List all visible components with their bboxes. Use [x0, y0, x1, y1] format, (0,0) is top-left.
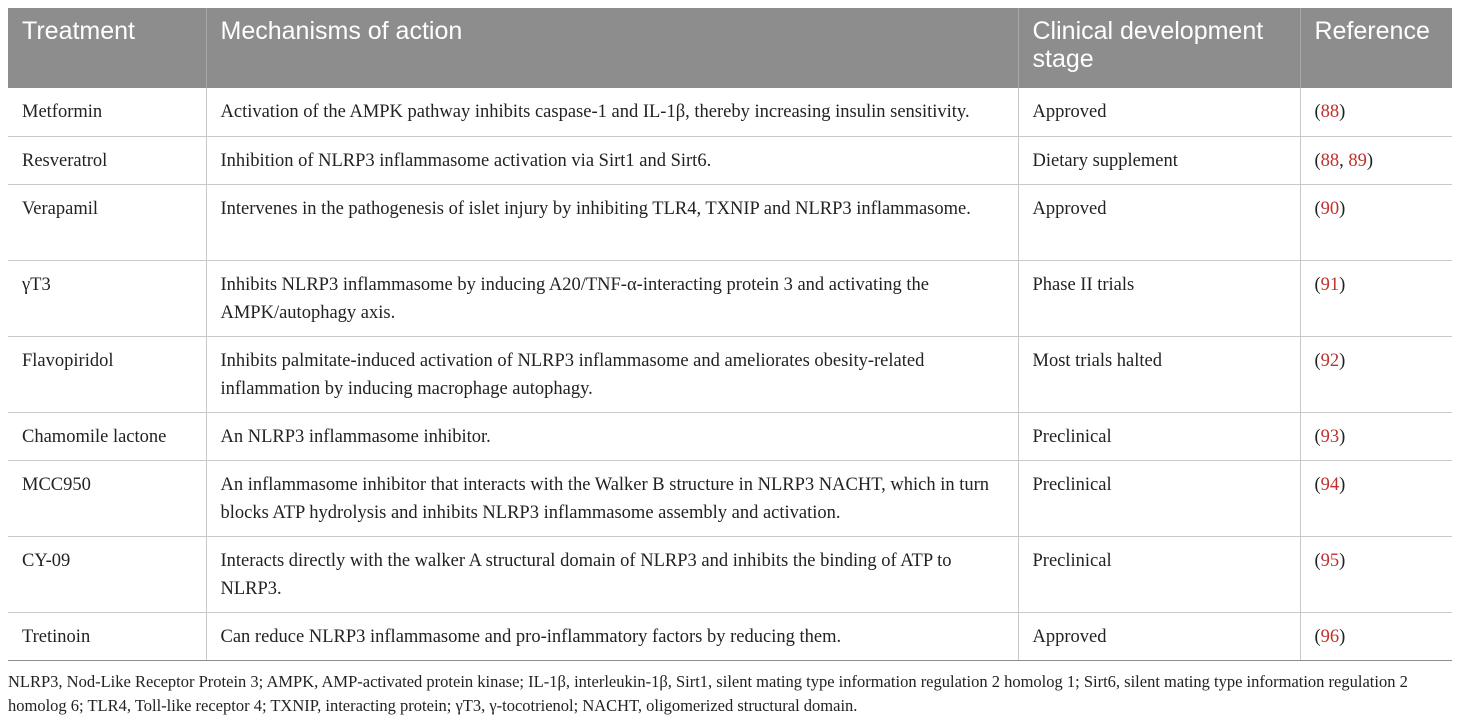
treatment-cell: γT3 — [8, 260, 206, 336]
reference-cell — [1300, 336, 1452, 412]
mechanism-cell: Intervenes in the pathogenesis of islet injury by inhibiting TLR4, TXNIP and NLRP3 inflammasome. — [206, 184, 1018, 260]
table-row — [8, 460, 1452, 536]
ref-open-paren: ( — [1314, 350, 1321, 371]
table-row — [8, 536, 1452, 612]
stage-cell: Approved — [1018, 184, 1300, 260]
ref-open-paren: ( — [1314, 150, 1321, 171]
reference-link[interactable]: 88 — [1320, 102, 1340, 122]
stage-cell: Approved — [1018, 88, 1300, 136]
treatment-cell: MCC950 — [8, 460, 206, 536]
ref-separator: , — [1339, 150, 1349, 171]
ref-close-paren: ) — [1339, 274, 1346, 295]
table-row — [8, 136, 1452, 184]
mechanism-cell: An inflammasome inhibitor that interacts with the Walker B structure in NLRP3 NACHT, which in turn blocks ATP hydrolysis and inhibits NLRP3 inflammasome assembly and activation. — [206, 460, 1018, 536]
table-row — [8, 336, 1452, 412]
reference-cell — [1300, 136, 1452, 184]
ref-open-paren: ( — [1314, 198, 1321, 219]
stage-cell: Preclinical — [1018, 412, 1300, 460]
stage-cell: Phase II trials — [1018, 260, 1300, 336]
header-mechanisms: Mechanisms of action — [206, 8, 1018, 88]
ref-open-paren: ( — [1314, 550, 1321, 571]
mechanism-cell: Interacts directly with the walker A structural domain of NLRP3 and inhibits the binding of ATP to NLRP3. — [206, 536, 1018, 612]
header-row — [8, 8, 1452, 88]
stage-cell: Most trials halted — [1018, 336, 1300, 412]
ref-open-paren: ( — [1314, 274, 1321, 295]
reference-link[interactable]: 96 — [1320, 626, 1340, 647]
ref-close-paren: ) — [1339, 198, 1346, 219]
stage-cell: Preclinical — [1018, 536, 1300, 612]
reference-link[interactable]: 92 — [1320, 350, 1340, 371]
reference-link[interactable]: 89 — [1348, 150, 1367, 171]
reference-cell — [1300, 460, 1452, 536]
ref-close-paren: ) — [1339, 474, 1346, 495]
treatment-cell: Resveratrol — [8, 136, 206, 184]
table-row — [8, 412, 1452, 460]
reference-cell — [1300, 88, 1452, 136]
treatment-cell: Chamomile lactone — [8, 412, 206, 460]
reference-link[interactable]: 95 — [1320, 550, 1340, 571]
stage-cell: Dietary supplement — [1018, 136, 1300, 184]
reference-link[interactable]: 91 — [1320, 274, 1340, 295]
treatment-cell: Tretinoin — [8, 612, 206, 660]
ref-close-paren: ) — [1366, 150, 1374, 171]
reference-cell — [1300, 412, 1452, 460]
reference-cell — [1300, 536, 1452, 612]
table-row — [8, 260, 1452, 336]
reference-cell — [1300, 612, 1452, 660]
header-reference: Reference — [1300, 8, 1452, 88]
reference-link[interactable]: 90 — [1320, 198, 1340, 219]
header-treatment: Treatment — [8, 8, 206, 88]
reference-cell — [1300, 184, 1452, 260]
reference-link[interactable]: 94 — [1320, 474, 1340, 495]
treatment-cell: Metformin — [8, 88, 206, 136]
header-stage: Clinical development stage — [1018, 8, 1300, 88]
ref-close-paren: ) — [1339, 426, 1346, 447]
mechanism-cell: Activation of the AMPK pathway inhibits caspase-1 and IL-1β, thereby increasing insulin sensitivity. — [206, 88, 1018, 136]
mechanism-cell: An NLRP3 inflammasome inhibitor. — [206, 412, 1018, 460]
treatment-cell: Flavopiridol — [8, 336, 206, 412]
mechanism-cell: Inhibition of NLRP3 inflammasome activation via Sirt1 and Sirt6. — [206, 136, 1018, 184]
ref-close-paren: ) — [1339, 350, 1346, 371]
ref-close-paren: ) — [1339, 550, 1346, 571]
ref-close-paren: ) — [1339, 102, 1346, 122]
treatment-cell: Verapamil — [8, 184, 206, 260]
ref-open-paren: ( — [1314, 426, 1321, 447]
ref-open-paren: ( — [1314, 474, 1321, 495]
treatments-table — [8, 8, 1452, 661]
table-row — [8, 612, 1452, 660]
mechanism-cell: Can reduce NLRP3 inflammasome and pro-inflammatory factors by reducing them. — [206, 612, 1018, 660]
mechanism-cell: Inhibits NLRP3 inflammasome by inducing A20/TNF-α-interacting protein 3 and activating the AMPK/autophagy axis. — [206, 260, 1018, 336]
table-footnote: NLRP3, Nod-Like Receptor Protein 3; AMPK, AMP-activated protein kinase; IL-1β, interleukin-1β, Sirt1, silent mating type information regulation 2 homolog 1; Sirt6, silent mating type information regulation 2 homolog 6; TLR4, Toll-like receptor 4; TXNIP, interacting protein; γT3, γ-tocotrienol; NACHT, oligomerized structural domain. — [8, 672, 1408, 715]
ref-close-paren: ) — [1339, 626, 1346, 647]
stage-cell: Preclinical — [1018, 460, 1300, 536]
table-row — [8, 184, 1452, 260]
reference-cell — [1300, 260, 1452, 336]
table-body — [8, 88, 1452, 660]
treatment-cell: CY-09 — [8, 536, 206, 612]
table-row — [8, 88, 1452, 136]
mechanism-cell: Inhibits palmitate-induced activation of NLRP3 inflammasome and ameliorates obesity-related inflammation by inducing macrophage autophagy. — [206, 336, 1018, 412]
reference-link[interactable]: 93 — [1320, 426, 1340, 447]
stage-cell: Approved — [1018, 612, 1300, 660]
reference-link[interactable]: 88 — [1320, 150, 1340, 171]
ref-open-paren: ( — [1314, 626, 1321, 647]
ref-open-paren: ( — [1314, 102, 1321, 122]
